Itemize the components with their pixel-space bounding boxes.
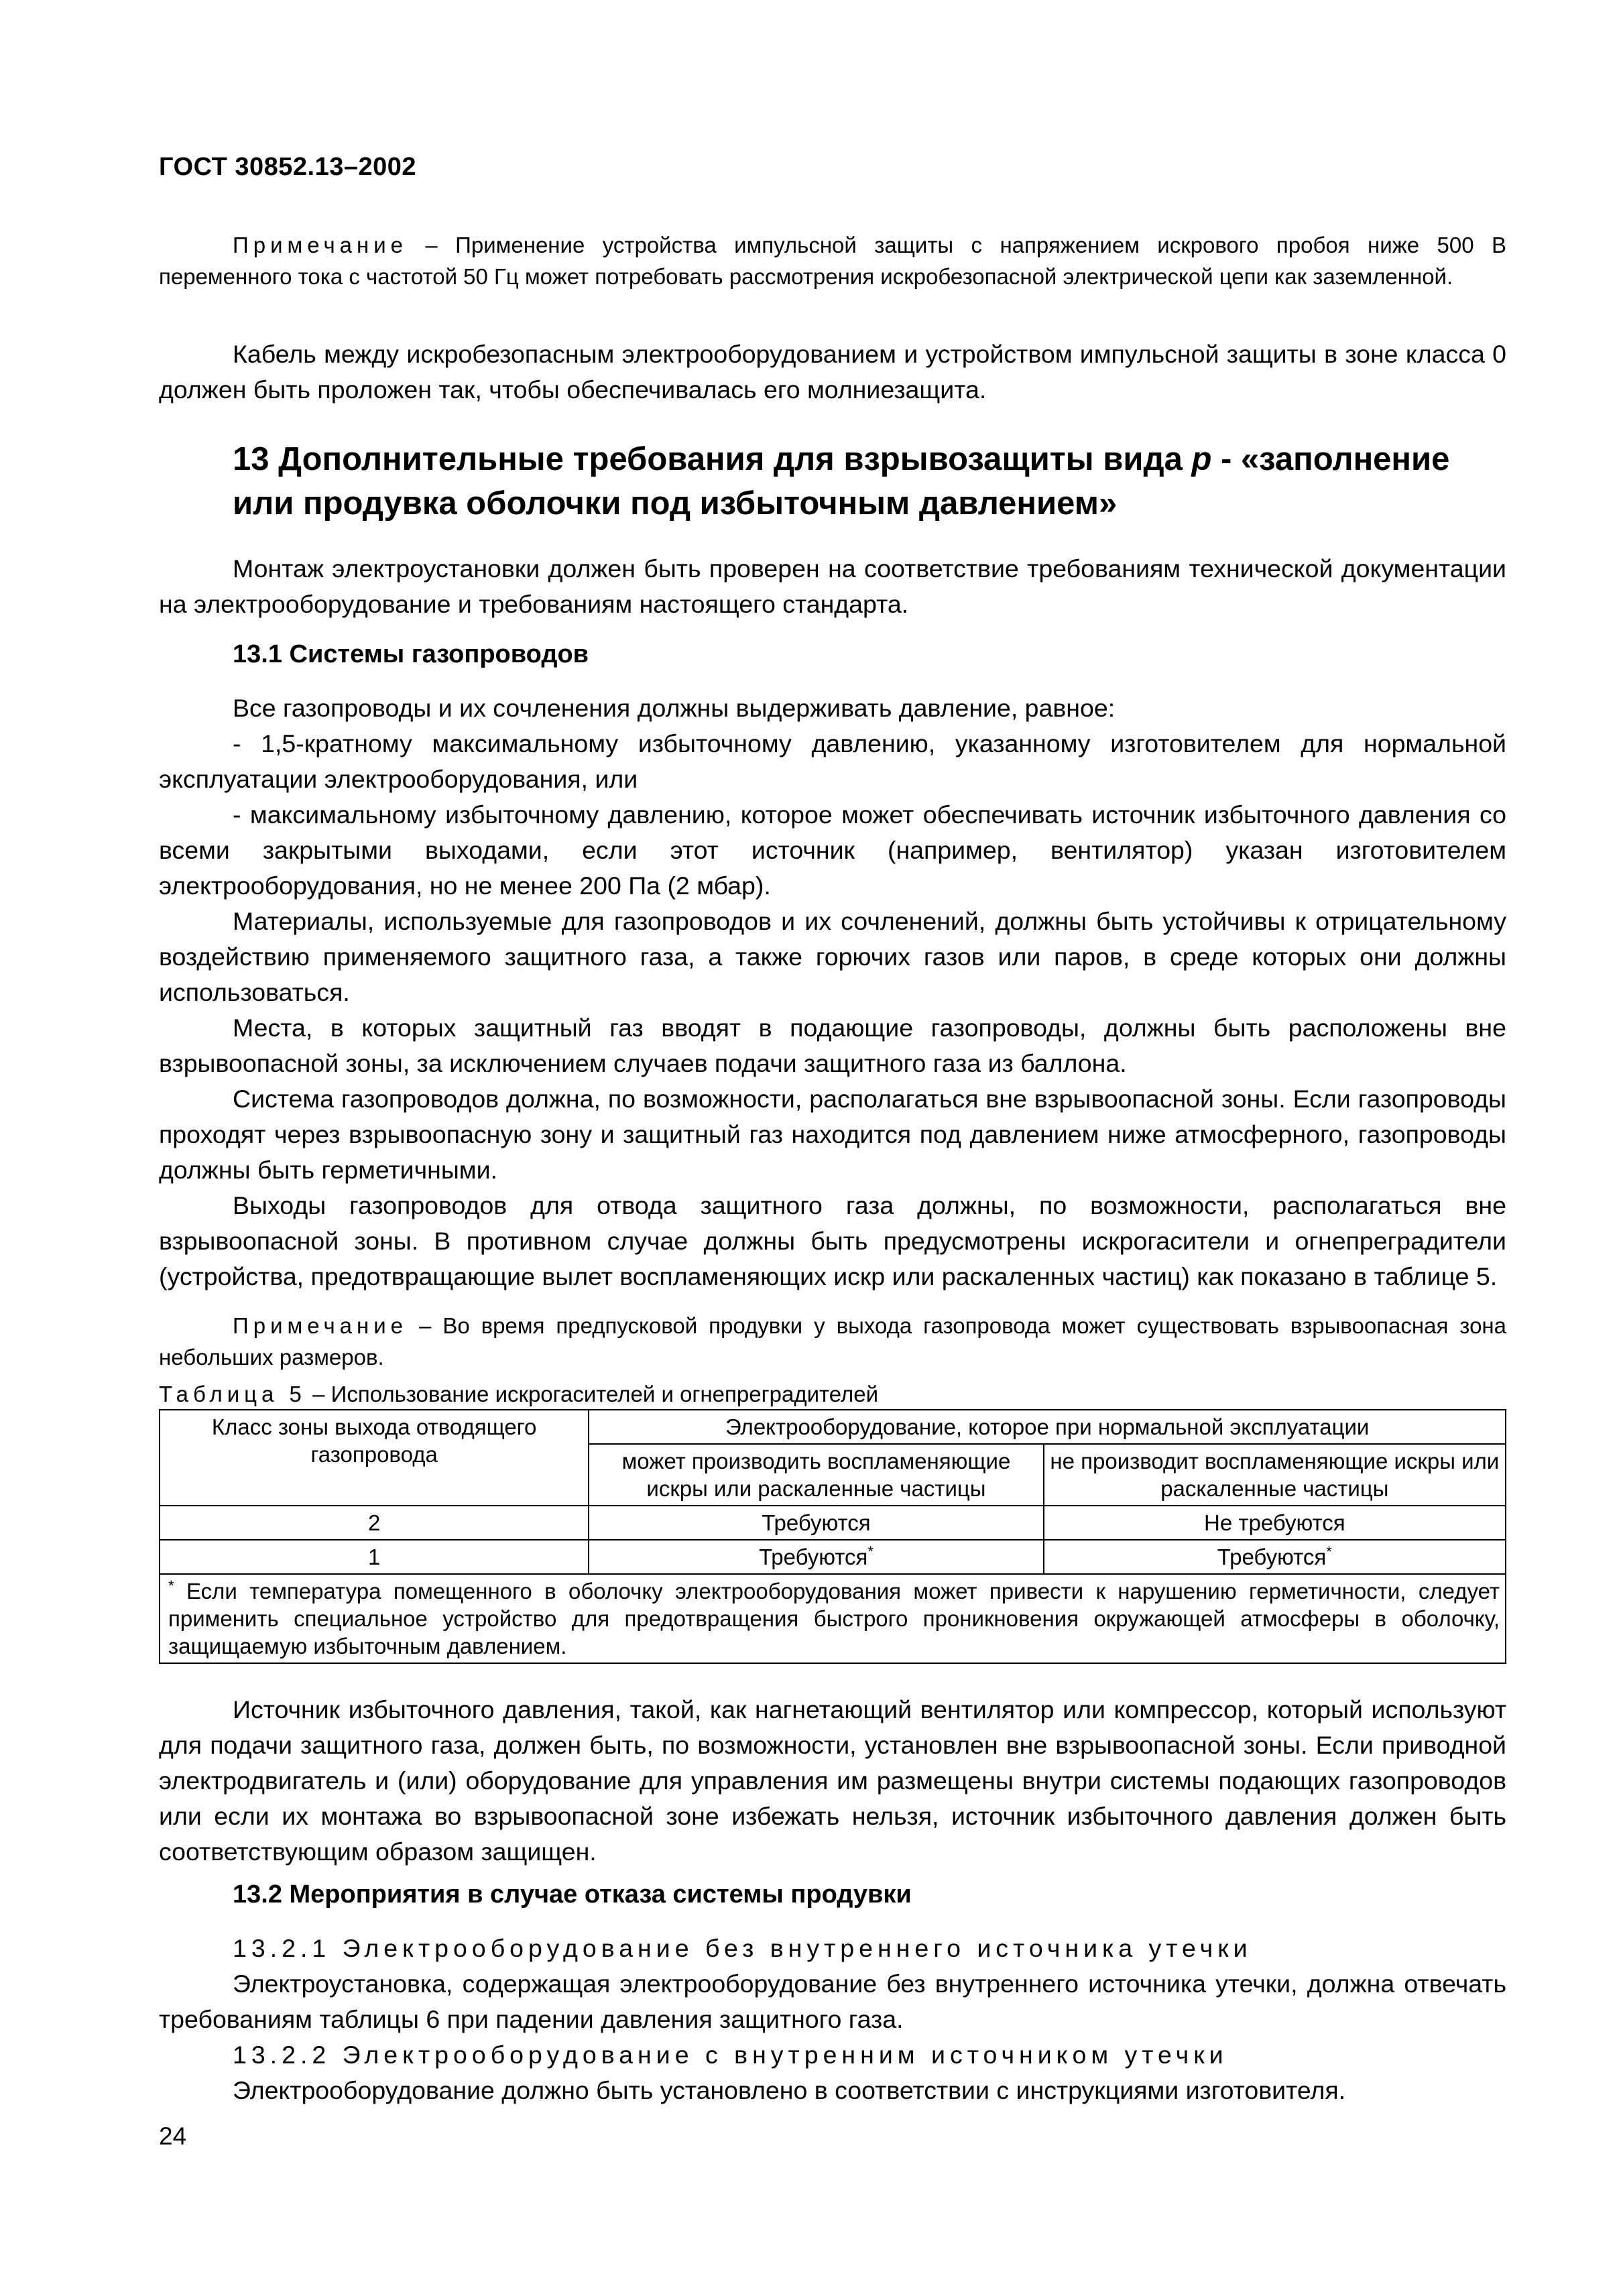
section-13-1-title: 13.1 Системы газопроводов <box>233 640 589 668</box>
footnote-mark: * <box>168 1577 174 1594</box>
table-cell-text: Требуются <box>758 1545 868 1569</box>
note-text: – Во время предпусковой продувки у выхода газопровода может существовать взрывоопасная зона небольших размеров. <box>159 1313 1506 1370</box>
section-13-2-body <box>159 1931 1506 2108</box>
table-cell-text: Требуются <box>1217 1545 1327 1569</box>
paragraph: Материалы, используемые для газопроводов и их сочленений, должны быть устойчивы к отрицательному воздействию применяемого защитного газа, а также горючих газов или паров, в среде которых они должны использоваться. <box>159 907 1506 1006</box>
table-row <box>160 1506 1506 1540</box>
table-footnote <box>160 1574 1506 1663</box>
table-caption-text: – Использование искрогасителей и огнепреградителей <box>306 1382 879 1406</box>
paragraph: Система газопроводов должна, по возможности, располагаться вне взрывоопасной зоны. Если газопроводы проходят через взрывоопасную зону и защитный газ находится под давлением ниже атмосферного, газопроводы должны быть герметичными. <box>159 1085 1506 1184</box>
table-header-produces-sparks: может производить воспламеняющие искры или раскаленные частицы <box>589 1444 1043 1506</box>
table-header-group: Электрооборудование, которое при нормальной эксплуатации <box>589 1410 1506 1444</box>
section-13-intro <box>159 551 1506 622</box>
section-13-2-title: 13.2 Мероприятия в случае отказа системы продувки <box>233 1880 912 1909</box>
section-13-title-b: - «заполнение или продувка оболочки под избыточным давлением» <box>233 441 1450 522</box>
table <box>159 1409 1506 1664</box>
paragraph: Выходы газопроводов для отвода защитного газа должны, по возможности, располагаться вне взрывоопасной зоны. В противном случае должны быть предусмотрены искрогасители и огнепреградители (устройства, предотвращающие вылет воспламеняющих искр или раскаленных частиц) как показано в таблице 5. <box>159 1191 1506 1290</box>
paragraph: Места, в которых защитный газ вводят в подающие газопроводы, должны быть расположены вне взрывоопасной зоны, за исключением случаев подачи защитного газа из баллона. <box>159 1014 1506 1077</box>
paragraph-pressure-source-text: Источник избыточного давления, такой, как нагнетающий вентилятор или компрессор, который используют для подачи защитного газа, должен быть, по возможности, установлен вне взрывоопасной зоны. Если приводной электродвигатель и (или) оборудование для управления им размещены внутри системы подающих газопроводов или если их монтажа во взрывоопасной зоне избежать нельзя, источник избыточного давления должен быть соответствующим образом защищен. <box>159 1695 1506 1866</box>
table-header-no-sparks: не производит воспламеняющие искры или раскаленные частицы <box>1044 1444 1506 1506</box>
section-13-title-p: p <box>1191 441 1212 477</box>
table-header-zone-class: Класс зоны выхода отводящего газопровода <box>160 1410 589 1506</box>
subsection-13-2-1-title: 13.2.1 Электрооборудование без внутреннего источника утечки <box>233 1934 1252 1962</box>
note-text: – Применение устройства импульсной защиты с напряжением искрового пробоя ниже 500 В переменного тока с частотой 50 Гц может потребовать рассмотрения искробезопасной электрической цепи как заземленной. <box>159 233 1506 289</box>
table-cell-zone: 1 <box>160 1540 589 1574</box>
note-label: Примечание <box>233 233 408 257</box>
section-13-intro-text: Монтаж электроустановки должен быть проверен на соответствие требованиям технической документации на электрооборудование и требованиям настоящего стандарта. <box>159 554 1506 618</box>
table-caption-label: Таблица 5 <box>159 1382 306 1406</box>
paragraph-cable-text: Кабель между искробезопасным электрооборудованием и устройством импульсной защиты в зоне класса 0 должен быть проложен так, чтобы обеспечивалась его молниезащита. <box>159 340 1506 404</box>
subsection-13-2-1-text: Электроустановка, содержащая электрооборудование без внутреннего источника утечки, должна отвечать требованиям таблицы 6 при падении давления защитного газа. <box>159 1970 1506 2033</box>
section-13-title-a: 13 Дополнительные требования для взрывозащиты вида <box>233 441 1192 477</box>
footnote-mark: * <box>1326 1543 1332 1560</box>
table-cell-text: Требуются <box>762 1510 871 1535</box>
section-13-heading <box>159 437 1506 526</box>
table-cell-zone: 2 <box>160 1506 589 1540</box>
page-number: 24 <box>159 2122 187 2150</box>
table-footnote-text: Если температура помещенного в оболочку электрооборудования может привести к нарушению герметичности, следует применить специальное устройство для предотвращения быстрого проникновения окружающей атмосферы в оболочку, защищаемую избыточным давлением. <box>168 1579 1500 1658</box>
section-13-1-body <box>159 690 1506 1294</box>
paragraph: - 1,5-кратному максимальному избыточному давлению, указанному изготовителем для нормальной эксплуатации электрооборудования, или <box>159 729 1506 793</box>
note-label: Примечание <box>233 1313 408 1338</box>
paragraph: Все газопроводы и их сочленения должны выдерживать давление, равное: <box>233 694 1116 722</box>
document-header: ГОСТ 30852.13–2002 <box>159 153 417 181</box>
table-cell <box>1044 1506 1506 1540</box>
footnote-mark: * <box>867 1543 874 1560</box>
table-5 <box>159 1381 1506 1664</box>
table-cell <box>589 1506 1043 1540</box>
table-cell <box>1044 1540 1506 1574</box>
section-13-2-heading <box>159 1877 1506 1913</box>
table-row <box>160 1540 1506 1574</box>
subsection-13-2-2-title: 13.2.2 Электрооборудование с внутренним источником утечки <box>233 2041 1228 2069</box>
paragraph-pressure-source <box>159 1692 1506 1870</box>
note-impulse-protection <box>159 229 1506 292</box>
note-purge <box>159 1310 1506 1373</box>
paragraph-cable <box>159 337 1506 408</box>
section-13-1-heading <box>159 637 1506 672</box>
subsection-13-2-2-text: Электрооборудование должно быть установлено в соответствии с инструкциями изготовителя. <box>233 2076 1346 2104</box>
table-cell <box>589 1540 1043 1574</box>
table-cell-text: Не требуются <box>1204 1510 1345 1535</box>
paragraph: - максимальному избыточному давлению, которое может обеспечивать источник избыточного давления со всеми закрытыми выходами, если этот источник (например, вентилятор) указан изготовителем электрооборудования, но не менее 200 Па (2 мбар). <box>159 800 1506 900</box>
